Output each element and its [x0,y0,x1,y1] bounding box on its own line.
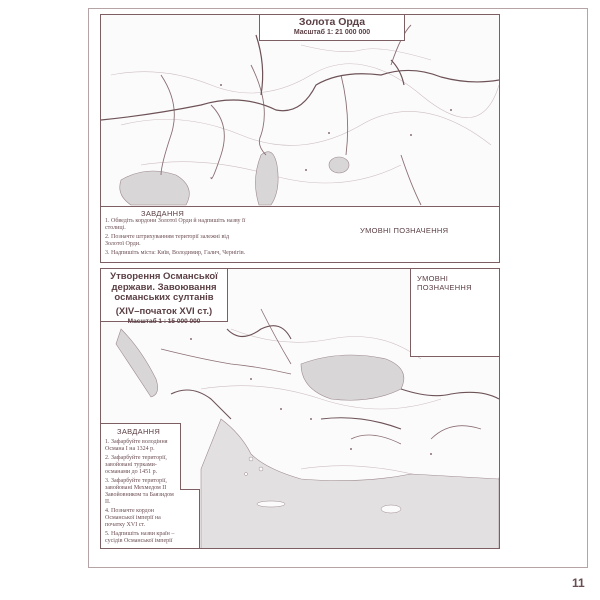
map2-task-4: 4. Позначте кордон Османської імперії на початку XVI ст. [105,508,161,528]
dnipro-river [161,75,174,175]
map1-tasks-heading: ЗАВДАННЯ [141,209,185,218]
map1-title: Золота Орда [298,16,366,28]
map1-task-3: 3. Надпишіть міста: Київ, Володимир, Галич, Чернігів. [105,250,246,256]
map2-tasks-box [101,423,181,549]
caspian-sea-shape [255,152,278,205]
map2-task-1: 1. Зафарбуйте володіння Османа І на 1324 р. [105,439,168,452]
don-river [211,105,224,179]
map1-tasks-box [101,206,252,263]
border-line-north [101,70,499,120]
map1-title-box [259,15,405,41]
golden-horde-map [100,14,500,263]
map1-task-1: 1. Обведіть кордони Золотої Орди й надпишіть назву її столиці. [105,218,246,231]
map1-legend-box [251,206,499,263]
border-line [227,326,291,339]
map2-task-2: 2. Зафарбуйте території, завойовані турками-османами до 1451 р. [105,455,167,475]
map2-title: Утворення Османської держави. Завоювання османських султанів [110,271,218,303]
mediterranean-sea-shape [201,419,499,549]
volga-river [251,65,266,155]
map1-scale: Масштаб 1: 21 000 000 [293,29,371,36]
danube-river [161,349,291,374]
map2-title-box [101,269,228,325]
black-sea-shape [301,355,404,400]
map2-scale: Масштаб 1 : 15 000 000 [127,318,201,325]
aral-sea-shape [329,157,349,173]
map2-task-3: 3. Зафарбуйте території, завойовані Мехмедом II Завойовником та Баязидом II. [105,478,174,505]
map1-task-2: 2. Позначте штрихуванням території залежні від Золотої Орди. [105,234,230,247]
map2-tasks-extension [180,489,200,549]
map2-task-5: 5. Надпишіть назви країн – сусідів Османської імперії [105,531,175,544]
map2-tasks-heading: ЗАВДАННЯ [117,427,161,436]
adriatic-sea-shape [116,329,158,397]
black-sea-shape [120,171,190,205]
ural-river [341,75,348,155]
map2-period: (XIV–початок XVI ст.) [115,305,213,317]
ottoman-map [100,268,500,549]
map1-legend-title: УМОВНІ ПОЗНАЧЕННЯ [360,226,449,235]
map2-legend-title: УМОВНІ ПОЗНАЧЕННЯ [417,274,472,292]
map2-legend-box [410,269,500,357]
page-number: 11 [572,576,585,590]
